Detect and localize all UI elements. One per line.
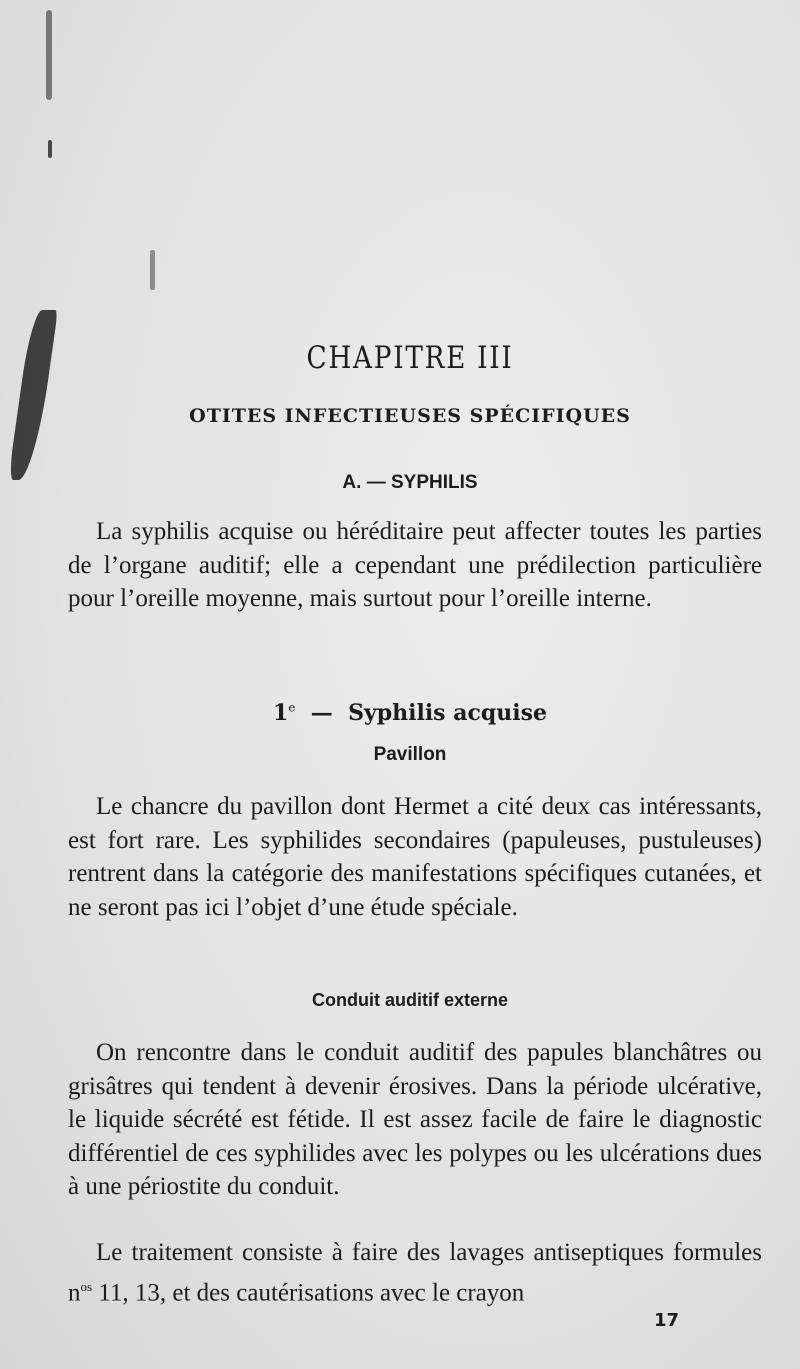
chapter-subtitle: OTITES INFECTIEUSES SPÉCIFIQUES xyxy=(189,405,631,427)
intro-paragraph: La syphilis acquise ou héréditaire peut affecter toutes les parties de l’organe auditif; elle a cependant une prédilection particulière pour l’oreille moyenne, mais surtout pour l’oreille interne. xyxy=(68,518,762,612)
subsection-title: Syphilis acquise xyxy=(348,700,547,726)
conduit-paragraph-2 xyxy=(68,1236,762,1309)
paragraph2-end: 11, 13, et des cautérisations avec le crayon xyxy=(92,1278,525,1306)
conduit-heading: Conduit auditif externe xyxy=(311,990,508,1010)
subsection-number: 1 xyxy=(272,700,289,726)
paragraph2-superscript: os xyxy=(80,1278,93,1294)
paragraph2-start: Le traitement consiste à faire des lavages antiseptiques formules n xyxy=(68,1239,762,1306)
page-number: 17 xyxy=(654,1310,680,1331)
subsection-heading xyxy=(0,700,800,726)
chapter-title: CHAPITRE III xyxy=(306,340,514,376)
ink-stain xyxy=(8,310,58,480)
bleed-through-texture xyxy=(60,160,760,300)
subsection-dash: — xyxy=(310,700,333,726)
ink-stain xyxy=(48,140,52,158)
pavillon-paragraph: Le chancre du pavillon dont Hermet a cité deux cas intéressants, est fort rare. Les syphilides secondaires (papuleuses, pustuleuses) rentrent dans la catégorie des manifestations spécifiques cutanées, et ne seront pas ici l’objet d’une étude spéciale. xyxy=(68,793,762,921)
ink-stain xyxy=(46,10,52,100)
subsection-superscript: e xyxy=(288,700,296,715)
pavillon-heading: Pavillon xyxy=(373,744,447,765)
conduit-paragraph-1: On rencontre dans le conduit auditif des papules blanchâtres ou grisâtres qui tendent à devenir érosives. Dans la période ulcérative, le liquide sécrété est fétide. Il est assez facile de faire le diagnostic différentiel de ces syphilides avec les polypes ou les ulcérations dues à une périostite du conduit. xyxy=(68,1039,762,1200)
section-title: A. — SYPHILIS xyxy=(342,472,478,493)
ink-stain xyxy=(150,250,155,290)
